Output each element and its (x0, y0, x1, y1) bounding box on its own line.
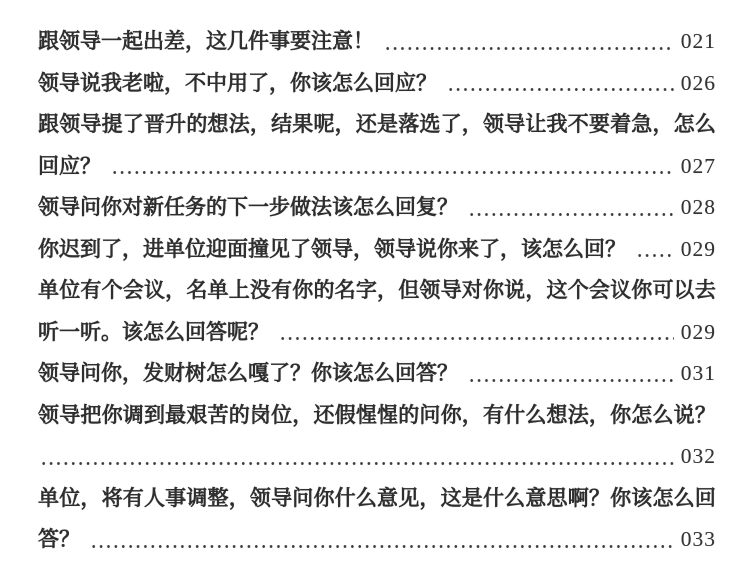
toc-entry-text: 去 (694, 279, 716, 302)
toc-entry-text: 要 (588, 113, 610, 136)
toc-entry-text: 的 (398, 403, 420, 427)
toc-entry-text: 选 (419, 113, 441, 136)
toc-entry-text: 答？ (38, 528, 80, 551)
toc-entry-text: 是 (461, 486, 483, 510)
toc-entry-text: 但 (398, 279, 420, 302)
toc-entry-text: 你迟到了，进单位迎面撞见了领导，领导说你来了，该怎么回？ (38, 237, 626, 261)
toc-entry-text: 以 (673, 279, 695, 302)
page-number: 031 (680, 361, 716, 385)
toc-entry-text: 领导说我老啦，不中用了，你该怎么回应？ (38, 71, 437, 95)
toc-entry-text: 啊 (567, 486, 589, 510)
toc-entry-text: 整 (207, 486, 229, 510)
toc-entry-text: 位 (271, 403, 293, 427)
toc-entry-text: 你 (610, 403, 632, 427)
dot-leader (468, 379, 674, 382)
toc-entry-text: 我 (546, 113, 568, 136)
toc-entry-text: 惺 (377, 403, 398, 427)
dot-leader (447, 88, 674, 91)
toc-entry-text: 见 (398, 486, 420, 510)
toc-entry-text: 结 (271, 113, 293, 136)
toc-line (38, 21, 716, 63)
toc-entry-text: 不 (567, 113, 589, 136)
toc-entry-text: 导 (271, 486, 293, 510)
toc-entry-text: 思 (546, 486, 568, 510)
toc-entry-text: 法 (567, 403, 589, 427)
toc-entry-text: 法 (228, 113, 250, 136)
toc-entry-text: 的 (186, 113, 208, 136)
toc-entry-text: 了 (122, 113, 144, 136)
toc-entry-text: 字 (355, 279, 377, 302)
dot-leader (40, 462, 674, 465)
toc-entry-text: 意 (525, 486, 547, 510)
toc-entry-text: 位 (59, 279, 81, 302)
toc-entry-text: 有 (271, 279, 293, 302)
toc-entry-text: 果 (292, 113, 314, 136)
toc-line (38, 229, 716, 271)
toc-entry-text: 有 (122, 486, 144, 510)
toc-entry-text: 领导问你，发财树怎么嘎了？你该怎么回答？ (38, 362, 458, 385)
toc-entry-text: 你 (482, 279, 504, 302)
toc-entry-text: 议 (610, 279, 632, 302)
toc-entry-text: 导 (59, 403, 81, 427)
toc-entry-text: 怎 (631, 403, 653, 427)
dot-leader (384, 47, 674, 50)
toc-line (38, 146, 716, 188)
toc-entry-text: 有 (482, 403, 504, 427)
toc-entry-text: 艰 (186, 403, 208, 427)
page-number: 027 (680, 153, 716, 178)
toc-entry-text: 什 (504, 403, 526, 427)
toc-entry-text: 领 (249, 486, 271, 510)
toc-entry-text: 是 (377, 113, 398, 136)
toc-entry-text: 导 (440, 279, 462, 302)
toc-entry-text: 么 (652, 403, 674, 427)
page-number: 029 (680, 236, 716, 261)
toc-entry-text: 这 (440, 486, 462, 510)
toc-line (38, 436, 716, 478)
toc-entry-text: 位 (59, 486, 81, 510)
toc-entry-text: ， (461, 403, 483, 427)
page-number: 026 (680, 70, 716, 95)
toc-entry-text: 个 (101, 279, 123, 302)
toc-entry-text: 苦 (207, 403, 229, 427)
toc-entry-text: 落 (398, 113, 420, 136)
toc-entry-text: ， (377, 279, 398, 302)
toc-entry-text: 会 (588, 279, 610, 302)
toc-entry-text: 事 (165, 486, 187, 510)
toc-entry-text: 你 (313, 486, 335, 510)
toc-entry-text: 这 (546, 279, 568, 302)
toc-entry-text: 对 (461, 279, 483, 302)
page-number: 028 (680, 195, 716, 219)
toc-entry-text: 最 (165, 403, 187, 427)
toc-entry-text: 的 (313, 279, 335, 302)
toc-entry-text: 还 (355, 113, 377, 136)
toc-entry-text: 个 (567, 279, 589, 302)
toc-entry-text: 听一听。该怎么回答呢？ (38, 320, 269, 344)
toc-entry-text: 该 (631, 486, 653, 510)
toc-entry-text: 名 (186, 279, 208, 302)
toc-entry-text: 调 (186, 486, 208, 510)
toc-entry-text: 名 (334, 279, 356, 302)
toc-entry-text: 人 (143, 486, 165, 510)
toc-entry-text: 呢 (313, 113, 335, 136)
toc-entry-text: 回 (694, 486, 716, 510)
toc-entry-text: 议 (143, 279, 165, 302)
toc-entry-text: ， (165, 279, 187, 302)
toc-entry-text: 急 (631, 113, 653, 136)
toc-line (38, 187, 716, 229)
toc-entry-text: 你 (101, 403, 123, 427)
toc-entry-text: 跟领导一起出差，这几件事要注意！ (38, 30, 374, 53)
toc-entry-text: 领 (419, 279, 441, 302)
toc-entry-text: 假 (334, 403, 356, 427)
toc-entry-text: 岗 (249, 403, 271, 427)
toc-entry-text: ， (461, 113, 483, 136)
toc-entry-text: 么 (694, 113, 716, 136)
toc-entry-text: 让 (525, 113, 547, 136)
toc-entry-text: 领导问你对新任务的下一步做法该怎么回复？ (38, 196, 458, 219)
toc-entry-text: 单 (38, 486, 59, 510)
toc-line (38, 478, 716, 520)
toc-entry-text: ， (588, 403, 610, 427)
toc-entry-text: 了 (440, 113, 462, 136)
toc-entry-text: ， (334, 113, 356, 136)
toc-entry-text: 惺 (355, 403, 377, 427)
toc-entry-text: 什 (482, 486, 504, 510)
toc-entry-text: 单 (207, 279, 229, 302)
toc-entry-text: 你 (610, 486, 632, 510)
toc-entry-text: 说 (673, 403, 695, 427)
toc-entry-text: 么 (355, 486, 377, 510)
toc-entry-text: 想 (207, 113, 229, 136)
toc-entry-text: 把 (80, 403, 102, 427)
toc-entry-text: ？ (588, 486, 610, 510)
toc-entry-text: 到 (143, 403, 165, 427)
dot-leader (90, 545, 674, 548)
toc-line (38, 104, 716, 146)
toc-line (38, 395, 716, 437)
toc-entry-text: 导 (80, 113, 102, 136)
toc-entry-text: 问 (292, 486, 314, 510)
toc-entry-text: 上 (228, 279, 250, 302)
toc-entry-text: 你 (631, 279, 653, 302)
toc-entry-text: 说 (504, 279, 526, 302)
toc-line (38, 353, 716, 395)
toc-entry-text: 提 (101, 113, 123, 136)
toc-entry-text: 可 (652, 279, 674, 302)
toc-entry-text: 你 (292, 279, 314, 302)
toc-entry-text: 将 (101, 486, 123, 510)
toc-entry-text: 领 (482, 113, 504, 136)
toc-entry-text: ， (228, 486, 250, 510)
page-number: 021 (680, 29, 716, 53)
toc-entry-text: 领 (38, 403, 59, 427)
dot-leader (636, 254, 674, 257)
dot-leader (279, 337, 674, 340)
toc-entry-text: 有 (80, 279, 102, 302)
toc-line (38, 270, 716, 312)
toc-entry-text: 想 (546, 403, 568, 427)
toc-entry-text: 着 (610, 113, 632, 136)
toc-entry-text: 领 (59, 113, 81, 136)
toc-line (38, 63, 716, 105)
toc-entry-text: ， (249, 113, 271, 136)
toc-entry-text: 意 (377, 486, 398, 510)
toc-entry-text: 么 (525, 403, 547, 427)
toc-entry-text: 跟 (38, 113, 59, 136)
toc-page (38, 21, 716, 561)
toc-entry-text: ？ (694, 403, 716, 427)
toc-entry-text: 什 (334, 486, 356, 510)
toc-line (38, 519, 716, 561)
toc-entry-text: ， (419, 486, 441, 510)
toc-entry-text: 你 (440, 403, 462, 427)
dot-leader (111, 171, 674, 174)
toc-entry-text: 怎 (673, 113, 695, 136)
toc-entry-text: 问 (419, 403, 441, 427)
toc-entry-text: 回应？ (38, 154, 101, 178)
page-number: 029 (680, 319, 716, 344)
toc-entry-text: 晋 (143, 113, 165, 136)
toc-entry-text: 还 (313, 403, 335, 427)
toc-entry-text: 会 (122, 279, 144, 302)
toc-entry-text: ， (292, 403, 314, 427)
toc-entry-text: 导 (504, 113, 526, 136)
toc-entry-text: ， (80, 486, 102, 510)
page-number: 033 (680, 527, 716, 551)
toc-entry-text: 单 (38, 279, 59, 302)
toc-entry-text: 怎 (652, 486, 674, 510)
toc-entry-text: 升 (165, 113, 187, 136)
toc-entry-text: 没 (249, 279, 271, 302)
page-number: 032 (680, 444, 716, 468)
toc-line (38, 312, 716, 354)
toc-entry-text: ， (652, 113, 674, 136)
dot-leader (468, 213, 674, 216)
toc-entry-text: 调 (122, 403, 144, 427)
toc-entry-text: 的 (228, 403, 250, 427)
toc-entry-text: 么 (504, 486, 526, 510)
toc-entry-text: 么 (673, 486, 695, 510)
toc-entry-text: ， (525, 279, 547, 302)
